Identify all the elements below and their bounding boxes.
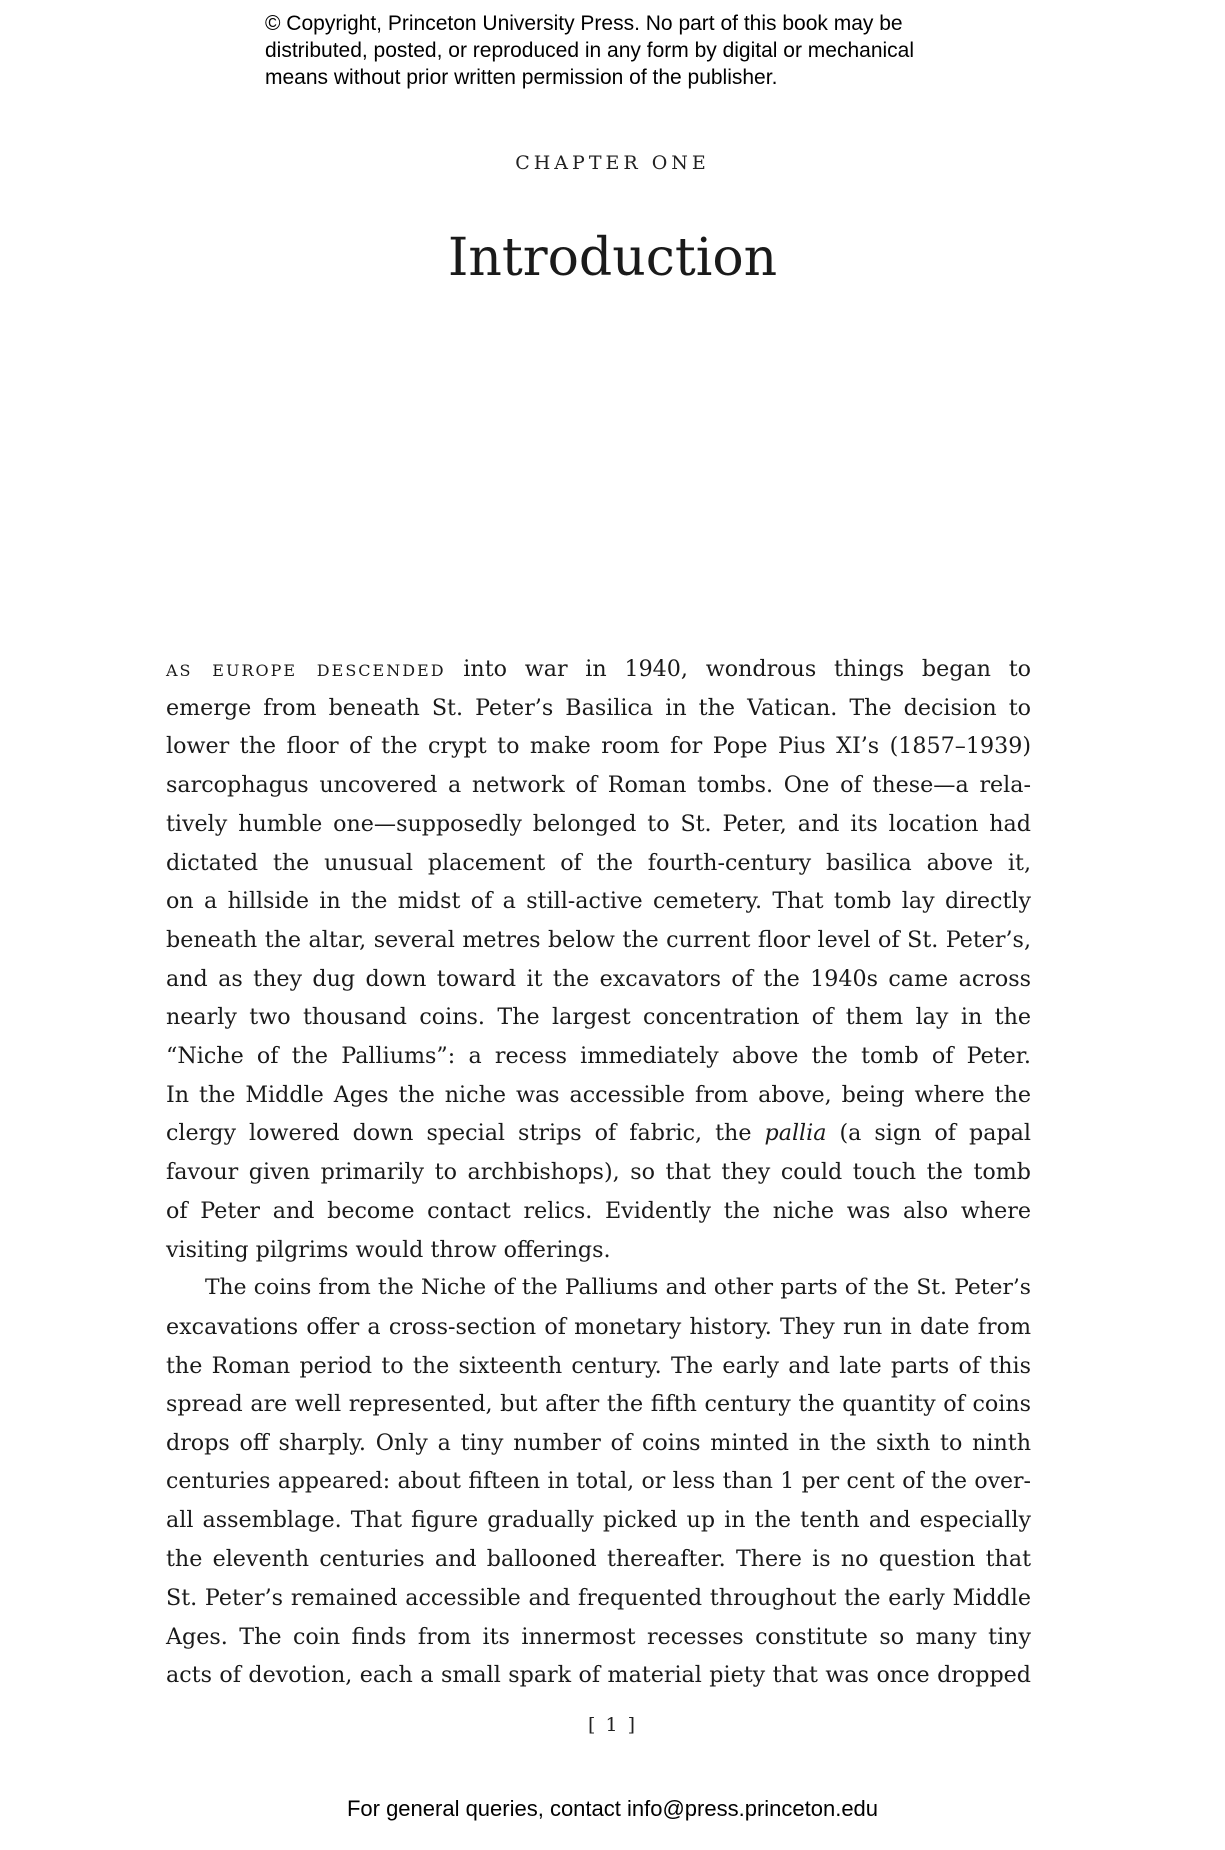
text-line: clergy lowered down special strips of fabric, the pallia (a sign of papal: [166, 1120, 1031, 1147]
text-line: sarcophagus uncovered a network of Roman tombs. One of these—a rela-: [166, 772, 1031, 799]
text-line: favour given primarily to archbishops), so that they could touch the tomb: [166, 1159, 1031, 1186]
page-number: [ 1 ]: [588, 1714, 637, 1736]
text-line: beneath the altar, several metres below the current floor level of St. Peter’s,: [166, 926, 1031, 953]
text-line: lower the floor of the crypt to make room for Pope Pius XI’s (1857–1939): [166, 733, 1031, 760]
text-line: centuries appeared: about fifteen in total, or less than 1 per cent of the over-: [166, 1468, 1031, 1494]
italic-term-pallia: pallia: [764, 1120, 827, 1147]
text-line: Ages. The coin finds from its innermost recesses constitute so many tiny: [166, 1623, 1031, 1650]
text-line: the Roman period to the sixteenth century. The early and late parts of this: [166, 1352, 1031, 1379]
copyright-line: distributed, posted, or reproduced in any form by digital or mechanical: [265, 39, 915, 62]
text-line: The coins from the Niche of the Palliums and other parts of the St. Peter’s: [205, 1275, 1031, 1301]
copyright-line: means without prior written permission of the publisher.: [265, 66, 778, 89]
text-line: all assemblage. That figure gradually picked up in the tenth and especially: [166, 1507, 1031, 1534]
footer-contact: For general queries, contact info@press.princeton.edu: [346, 1796, 879, 1821]
text-line: In the Middle Ages the niche was accessible from above, being where the: [166, 1081, 1031, 1108]
chapter-title: Introduction: [447, 228, 778, 288]
text-line: St. Peter’s remained accessible and frequented throughout the early Middle: [166, 1584, 1031, 1611]
chapter-label: CHAPTER ONE: [515, 152, 710, 174]
text-line: “Niche of the Palliums”: a recess immediately above the tomb of Peter.: [166, 1043, 1031, 1070]
text-line: excavations offer a cross-section of monetary history. They run in date from: [166, 1313, 1031, 1340]
text-line: drops off sharply. Only a tiny number of coins minted in the sixth to ninth: [166, 1430, 1031, 1457]
text-line: and as they dug down toward it the excavators of the 1940s came across: [166, 965, 1031, 992]
text-line: dictated the unusual placement of the fourth-century basilica above it,: [166, 849, 1031, 876]
copyright-line: © Copyright, Princeton University Press. No part of this book may be: [265, 12, 903, 35]
text-line: tively humble one—supposedly belonged to St. Peter, and its location had: [166, 810, 1031, 837]
text-line: emerge from beneath St. Peter’s Basilica in the Vatican. The decision to: [166, 694, 1031, 721]
body-text: [166, 650, 1031, 1695]
text-line: spread are well represented, but after the fifth century the quantity of coins: [166, 1391, 1031, 1418]
text-line: on a hillside in the midst of a still-active cemetery. That tomb lay directly: [166, 888, 1031, 915]
text-line: acts of devotion, each a small spark of material piety that was once dropped: [166, 1662, 1031, 1689]
text-line: visiting pilgrims would throw offerings.: [166, 1236, 611, 1263]
text-line: as europe descended into war in 1940, wondrous things began to: [166, 656, 1032, 682]
text-line: the eleventh centuries and ballooned thereafter. There is no question that: [166, 1546, 1031, 1573]
copyright-notice: [265, 10, 1025, 91]
lead-in-small-caps: as europe descended: [166, 656, 446, 682]
text-line: nearly two thousand coins. The largest concentration of them lay in the: [166, 1004, 1031, 1031]
text-line: of Peter and become contact relics. Evidently the niche was also where: [166, 1197, 1031, 1224]
